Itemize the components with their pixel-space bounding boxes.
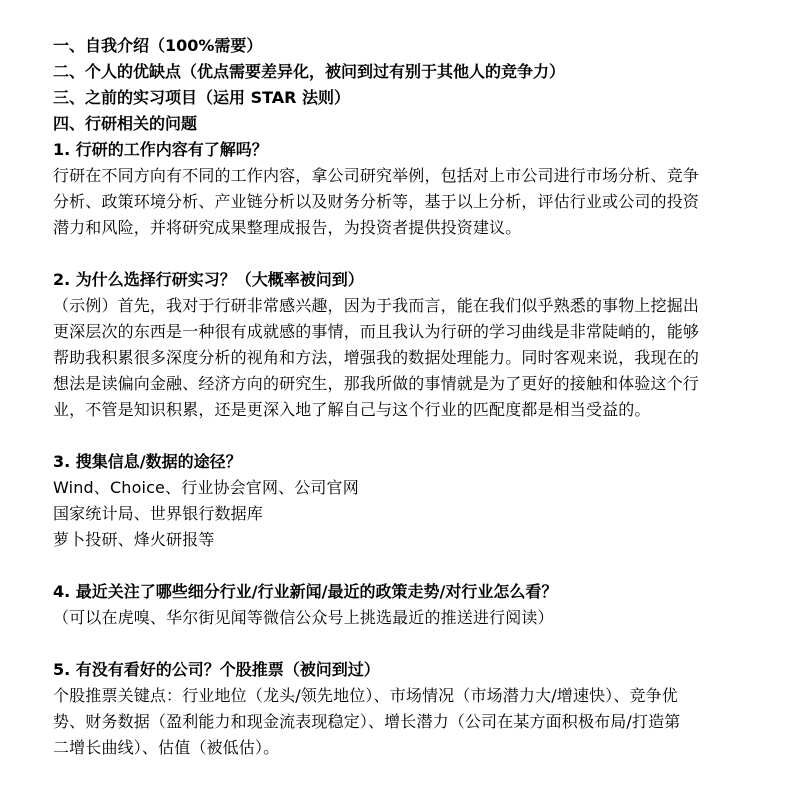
answer-5-line: 二增长曲线）、估值（被低估）。 bbox=[53, 738, 280, 757]
answer-2-line: （示例）首先，我对于行研非常感兴趣，因为于我而言，能在我们似乎熟悉的事物上挖掘出 bbox=[53, 296, 700, 315]
blank-line bbox=[53, 241, 773, 267]
question-3-title: 3. 搜集信息/数据的途径？ bbox=[53, 452, 242, 471]
answer-3-line: Wind、Choice、行业协会官网、公司官网 bbox=[53, 478, 359, 497]
outline-item-internship-projects: 三、之前的实习项目（运用 STAR 法则） bbox=[53, 88, 351, 107]
question-1-title: 1. 行研的工作内容有了解吗？ bbox=[53, 140, 268, 159]
answer-2-line: 帮助我积累很多深度分析的视角和方法，增强我的数据处理能力。同时客观来说，我现在的 bbox=[53, 348, 700, 367]
question-5-section bbox=[53, 657, 773, 761]
blank-line bbox=[53, 423, 773, 449]
answer-3-line: 国家统计局、世界银行数据库 bbox=[53, 504, 263, 523]
answer-2-line: 更深层次的东西是一种很有成就感的事情，而且我认为行研的学习曲线是非常陡峭的，能够 bbox=[53, 322, 700, 341]
answer-5-line: 个股推票关键点：行业地位（龙头/领先地位）、市场情况（市场潜力大/增速快）、竞争优 bbox=[53, 686, 678, 705]
answer-4-line: （可以在虎嗅、华尔街见闻等微信公众号上挑选最近的推送进行阅读） bbox=[53, 608, 554, 627]
answer-1-line: 潜力和风险，并将研究成果整理成报告，为投资者提供投资建议。 bbox=[53, 218, 522, 237]
blank-line bbox=[53, 631, 773, 657]
document-body bbox=[53, 33, 773, 761]
answer-1-line: 分析、政策环境分析、产业链分析以及财务分析等，基于以上分析，评估行业或公司的投资 bbox=[53, 192, 700, 211]
answer-5-line: 势、财务数据（盈利能力和现金流表现稳定）、增长潜力（公司在某方面积极布局/打造第 bbox=[53, 712, 681, 731]
blank-line bbox=[53, 553, 773, 579]
answer-2-line: 想法是读偏向金融、经济方向的研究生，那我所做的事情就是为了更好的接触和体验这个行 bbox=[53, 374, 700, 393]
outline-item-self-intro: 一、自我介绍（100%需要） bbox=[53, 36, 263, 55]
question-4-section bbox=[53, 579, 773, 631]
outline-item-strengths-weaknesses: 二、个人的优缺点（优点需要差异化，被问到过有别于其他人的竞争力） bbox=[53, 62, 566, 81]
question-2-section bbox=[53, 267, 773, 423]
question-3-section bbox=[53, 449, 773, 553]
answer-1-line: 行研在不同方向有不同的工作内容，拿公司研究举例，包括对上市公司进行市场分析、竞争 bbox=[53, 166, 700, 185]
outline-item-research-questions: 四、行研相关的问题 bbox=[53, 114, 198, 133]
question-5-title: 5. 有没有看好的公司？个股推票（被问到过） bbox=[53, 660, 380, 679]
answer-3-line: 萝卜投研、烽火研报等 bbox=[53, 530, 215, 549]
question-4-title: 4. 最近关注了哪些细分行业/行业新闻/最近的政策走势/对行业怎么看？ bbox=[53, 582, 558, 601]
question-1-section bbox=[53, 137, 773, 241]
answer-2-line: 业，不管是知识积累，还是更深入地了解自己与这个行业的匹配度都是相当受益的。 bbox=[53, 400, 651, 419]
question-2-title: 2. 为什么选择行研实习？（大概率被问到） bbox=[53, 270, 364, 289]
